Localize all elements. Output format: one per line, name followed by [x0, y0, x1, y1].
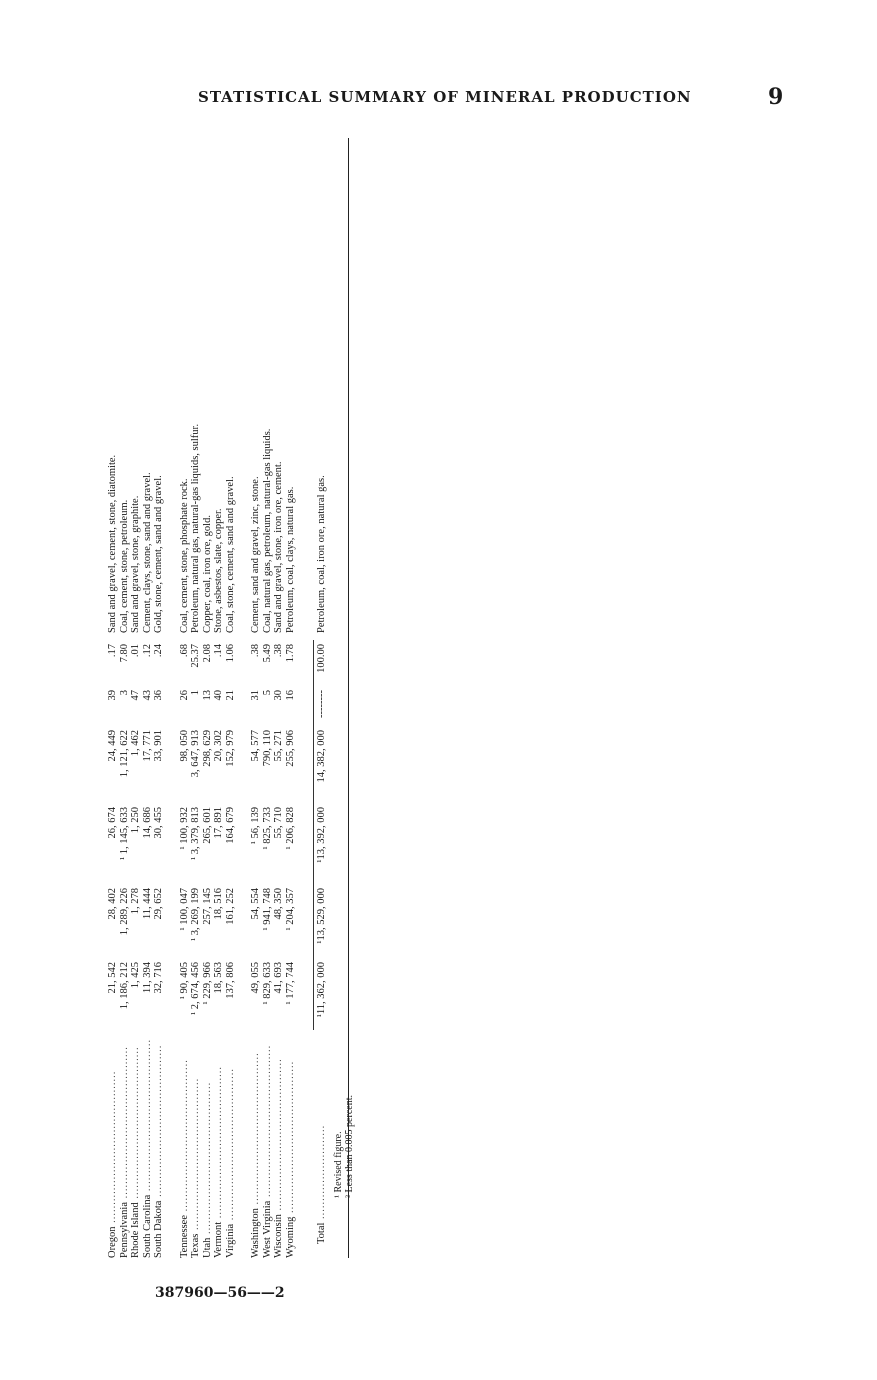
cell-state: Pennsylvania ..........................................: [118, 1046, 130, 1258]
total-v3: ¹13, 392, 000: [316, 807, 327, 863]
cell-minerals: Sand and gravel, stone, graphite.: [130, 495, 141, 633]
cell-minerals: Petroleum, coal, clays, natural gas.: [284, 486, 296, 633]
cell-v3: 1, 250: [130, 807, 141, 834]
cell-pct: .01: [130, 644, 141, 658]
state-name: Rhode Island: [130, 1202, 141, 1258]
cell-rank: 1: [190, 690, 201, 696]
cell-v4: 790, 110: [261, 730, 273, 767]
state-name: Tennessee: [178, 1215, 190, 1258]
cell-minerals: Sand and gravel, cement, stone, diatomite.: [107, 454, 118, 633]
cell-v4: 55, 271: [273, 730, 284, 762]
cell-pct: .14: [213, 644, 224, 658]
cell-v1: 137, 806: [224, 962, 236, 999]
cell-v4: 33, 901: [153, 730, 164, 762]
cell-state: Washington ..........................................: [250, 1052, 261, 1258]
cell-pct: .38: [273, 644, 284, 658]
cell-rank: 3: [118, 690, 130, 696]
cell-v3: 164, 679: [224, 807, 236, 844]
total-v4: 14, 382, 000: [316, 730, 327, 783]
cell-v3: ¹ 56, 139: [250, 807, 261, 845]
cell-state: Vermont ..........................................: [213, 1065, 224, 1258]
cell-v1: ¹ 829, 633: [261, 962, 273, 1005]
cell-minerals: Coal, natural gas, petroleum, natural-gas liquids.: [261, 428, 273, 633]
cell-v1: 1, 186, 212: [118, 962, 130, 1010]
state-name: Wyoming: [284, 1216, 296, 1258]
cell-rank: 30: [273, 690, 284, 701]
cell-pct: .68: [178, 644, 190, 658]
table-top-rule: [348, 138, 349, 1258]
cell-rank: 21: [224, 690, 236, 701]
cell-state: South Carolina ..........................................: [141, 1038, 153, 1258]
table-row: [285, 138, 297, 1258]
cell-rank: 36: [153, 690, 164, 701]
cell-v2: 11, 444: [141, 888, 153, 920]
table-row: [142, 138, 154, 1258]
state-name: Virginia: [224, 1223, 236, 1258]
total-rank: --------: [316, 690, 327, 718]
cell-v2: ¹ 3, 269, 199: [190, 888, 201, 942]
cell-rank: 39: [107, 690, 118, 701]
cell-v4: 98, 050: [178, 730, 190, 762]
cell-pct: 2.08: [201, 644, 213, 663]
cell-v2: ¹ 941, 748: [261, 888, 273, 931]
rotated-table: [95, 138, 355, 1258]
cell-v1: 1, 425: [130, 962, 141, 989]
cell-v2: 257, 145: [201, 888, 213, 925]
state-name: Vermont: [213, 1221, 224, 1258]
cell-minerals: Stone, asbestos, slate, copper.: [213, 508, 224, 633]
cell-v3: ¹ 3, 379, 813: [190, 807, 201, 861]
table-row: [107, 138, 119, 1258]
cell-v2: 1, 289, 226: [118, 888, 130, 936]
footnote-2: ² Less than 0.005 percent.: [344, 1095, 355, 1198]
cell-pct: .17: [107, 644, 118, 658]
table-row: [119, 138, 131, 1258]
cell-rank: 43: [141, 690, 153, 701]
cell-v1: ¹ 2, 674, 456: [190, 962, 201, 1016]
cell-pct: 5.49: [261, 644, 273, 663]
print-code: 387960—56——2: [155, 1285, 285, 1301]
total-pct: 100.00: [316, 644, 327, 673]
running-title: STATISTICAL SUMMARY OF MINERAL PRODUCTION: [198, 88, 692, 106]
cell-v4: 152, 979: [224, 730, 236, 767]
cell-pct: .38: [250, 644, 261, 658]
cell-v3: ¹ 825, 733: [261, 807, 273, 850]
total-label: Total ..........................: [316, 1124, 327, 1244]
cell-state: Rhode Island ..........................................: [130, 1046, 141, 1258]
table-row: [213, 138, 225, 1258]
table-row: [190, 138, 202, 1258]
cell-v4: 17, 771: [141, 730, 153, 762]
cell-pct: 1.06: [224, 644, 236, 663]
cell-v3: 14, 686: [141, 807, 153, 839]
state-name: Washington: [250, 1208, 261, 1258]
footnotes: [333, 1095, 355, 1198]
cell-state: Tennessee ..........................................: [178, 1059, 190, 1258]
cell-state: Wisconsin ..........................................: [273, 1058, 284, 1258]
cell-v4: 1, 121, 622: [118, 730, 130, 778]
cell-pct: .12: [141, 644, 153, 658]
cell-minerals: Coal, cement, stone, petroleum.: [118, 499, 130, 633]
table-row: [262, 138, 274, 1258]
cell-v4: 255, 906: [284, 730, 296, 767]
total-rule: [313, 640, 314, 1030]
page-number: 9: [768, 84, 784, 110]
cell-rank: 26: [178, 690, 190, 701]
cell-rank: 5: [261, 690, 273, 696]
cell-v2: 29, 652: [153, 888, 164, 920]
table-row: [273, 138, 285, 1258]
cell-v1: 49, 055: [250, 962, 261, 994]
cell-state: Virginia ..........................................: [224, 1067, 236, 1258]
cell-v2: ¹ 204, 357: [284, 888, 296, 931]
state-name: West Virginia: [261, 1200, 273, 1258]
cell-v2: 28, 402: [107, 888, 118, 920]
cell-v2: 18, 516: [213, 888, 224, 920]
state-name: Pennsylvania: [118, 1202, 130, 1258]
cell-v1: 21, 542: [107, 962, 118, 994]
cell-state: West Virginia ..........................................: [261, 1044, 273, 1258]
cell-v3: 26, 674: [107, 807, 118, 839]
state-name: Wisconsin: [273, 1214, 284, 1258]
state-name: South Dakota: [153, 1200, 164, 1258]
cell-rank: 13: [201, 690, 213, 701]
table-row: [130, 138, 142, 1258]
cell-rank: 16: [284, 690, 296, 701]
cell-v2: 161, 252: [224, 888, 236, 925]
cell-v1: 11, 394: [141, 962, 153, 994]
footnote-1: ¹ Revised figure.: [333, 1131, 344, 1198]
cell-minerals: Cement, sand and gravel, zinc, stone.: [250, 476, 261, 633]
total-v2: ¹13, 529, 000: [316, 888, 327, 944]
cell-pct: 7.80: [118, 644, 130, 663]
cell-rank: 40: [213, 690, 224, 701]
state-name: South Carolina: [141, 1194, 153, 1258]
cell-v3: 265, 601: [201, 807, 213, 844]
table-row: [153, 138, 165, 1258]
cell-state: Oregon ..........................................: [107, 1070, 118, 1258]
cell-v2: 54, 554: [250, 888, 261, 920]
cell-v3: 30, 455: [153, 807, 164, 839]
cell-minerals: Copper, coal, iron ore, gold.: [201, 515, 213, 633]
total-row: [313, 138, 329, 1258]
page-header: [0, 84, 877, 114]
table-row: [202, 138, 214, 1258]
total-v1: ¹11, 362, 000: [316, 962, 327, 1018]
cell-minerals: Sand and gravel, stone, iron ore, cement.: [273, 461, 284, 633]
cell-pct: 1.78: [284, 644, 296, 663]
cell-v4: 3, 647, 913: [190, 730, 201, 778]
cell-state: Utah ..........................................: [201, 1081, 213, 1258]
cell-v3: 55, 710: [273, 807, 284, 839]
cell-minerals: Cement, clays, stone, sand and gravel.: [141, 472, 153, 633]
cell-rank: 47: [130, 690, 141, 701]
cell-v4: 298, 629: [201, 730, 213, 767]
cell-minerals: Coal, cement, stone, phosphate rock.: [178, 478, 190, 633]
cell-v1: ¹ 177, 744: [284, 962, 296, 1005]
cell-v2: ¹ 100, 047: [178, 888, 190, 931]
cell-v3: 17, 891: [213, 807, 224, 839]
cell-v1: ¹ 229, 966: [201, 962, 213, 1005]
state-name: Oregon: [107, 1226, 118, 1258]
cell-v2: 1, 278: [130, 888, 141, 915]
cell-v1: 41, 693: [273, 962, 284, 994]
cell-v1: 32, 716: [153, 962, 164, 994]
cell-rank: 31: [250, 690, 261, 701]
cell-v1: 18, 563: [213, 962, 224, 994]
cell-v3: ¹ 100, 932: [178, 807, 190, 850]
total-minerals: Petroleum, coal, iron ore, natural gas.: [316, 475, 327, 633]
cell-v3: ¹ 1, 145, 633: [118, 807, 130, 861]
cell-pct: .24: [153, 644, 164, 658]
table-row: [179, 138, 191, 1258]
state-name: Texas: [190, 1233, 201, 1258]
cell-state: South Dakota ..........................................: [153, 1044, 164, 1258]
cell-v4: 54, 577: [250, 730, 261, 762]
cell-minerals: Gold, stone, cement, sand and gravel.: [153, 475, 164, 633]
cell-minerals: Coal, stone, cement, sand and gravel.: [224, 476, 236, 633]
cell-v2: 48, 350: [273, 888, 284, 920]
cell-v1: ¹ 90, 405: [178, 962, 190, 1000]
table-row: [250, 138, 262, 1258]
cell-v4: 20, 302: [213, 730, 224, 762]
cell-minerals: Petroleum, natural gas, natural-gas liquids, sulfur.: [190, 423, 201, 633]
state-name: Utah: [201, 1237, 213, 1258]
cell-v4: 1, 462: [130, 730, 141, 757]
cell-state: Texas ..........................................: [190, 1077, 201, 1258]
table-row: [225, 138, 237, 1258]
cell-state: Wyoming ..........................................: [284, 1060, 296, 1258]
cell-v3: ¹ 206, 828: [284, 807, 296, 850]
cell-v4: 24, 449: [107, 730, 118, 762]
cell-pct: 25.37: [190, 644, 201, 668]
